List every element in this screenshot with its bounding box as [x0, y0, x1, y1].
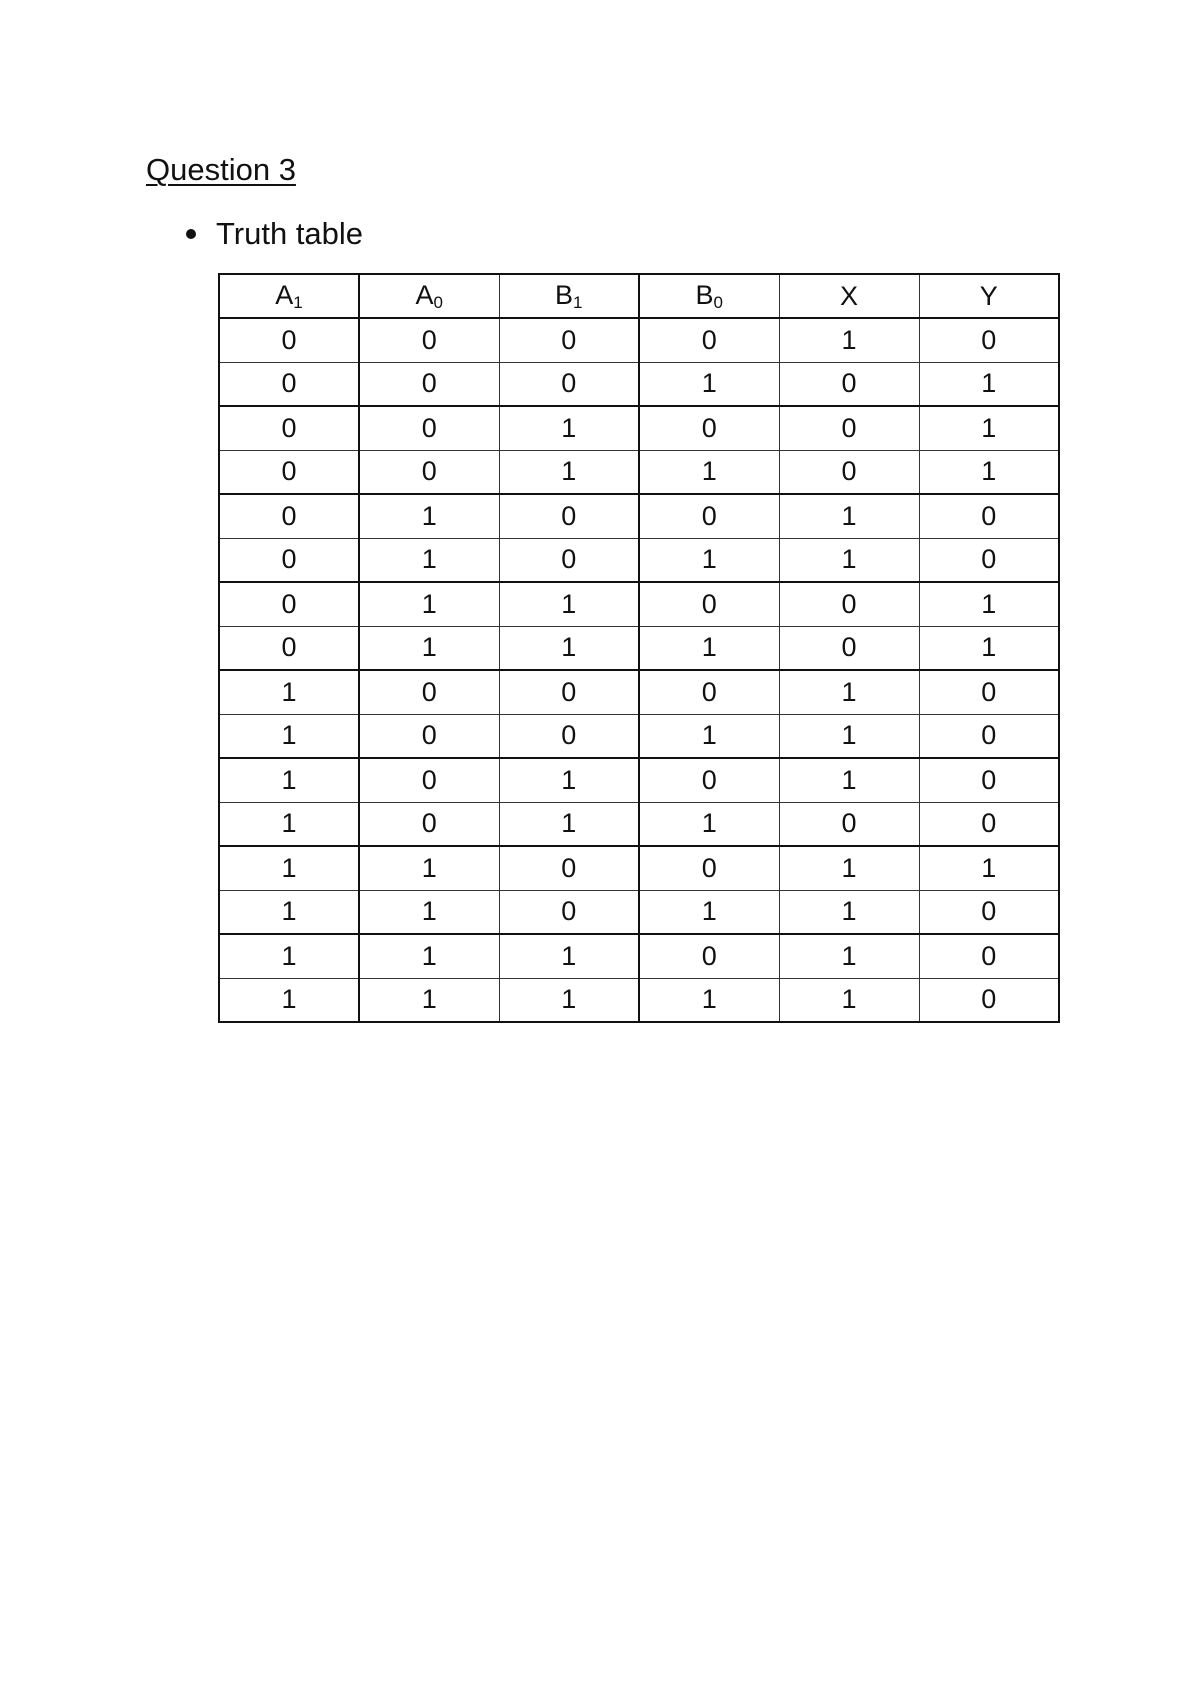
table-cell: 0 — [359, 802, 499, 846]
table-cell: 0 — [359, 758, 499, 802]
table-cell: 0 — [919, 978, 1059, 1022]
table-cell: 0 — [499, 318, 639, 362]
table-cell: 0 — [779, 406, 919, 450]
table-cell: 0 — [779, 582, 919, 626]
table-cell: 0 — [639, 406, 779, 450]
table-cell: 1 — [919, 362, 1059, 406]
table-row — [219, 978, 1059, 1022]
table-cell: 1 — [779, 538, 919, 582]
table-row — [219, 318, 1059, 362]
table-cell: 0 — [779, 450, 919, 494]
table-cell: 1 — [779, 318, 919, 362]
table-cell: 0 — [219, 318, 359, 362]
table-cell: 1 — [359, 582, 499, 626]
table-cell: 1 — [919, 582, 1059, 626]
table-cell: 1 — [779, 934, 919, 978]
table-cell: 1 — [779, 670, 919, 714]
table-row — [219, 846, 1059, 890]
table-cell: 0 — [219, 406, 359, 450]
table-cell: 0 — [359, 406, 499, 450]
header-subscript: 1 — [573, 292, 583, 312]
table-row — [219, 582, 1059, 626]
table-row — [219, 934, 1059, 978]
table-cell: 1 — [639, 362, 779, 406]
table-cell: 0 — [779, 362, 919, 406]
table-cell: 0 — [919, 802, 1059, 846]
table-cell: 1 — [359, 890, 499, 934]
header-cell — [359, 274, 499, 318]
table-cell: 1 — [779, 758, 919, 802]
table-row — [219, 538, 1059, 582]
table-cell: 1 — [499, 582, 639, 626]
table-cell: 0 — [219, 626, 359, 670]
header-subscript: 0 — [433, 292, 443, 312]
table-cell: 1 — [359, 494, 499, 538]
table-cell: 0 — [499, 890, 639, 934]
table-cell: 1 — [359, 846, 499, 890]
table-cell: 0 — [639, 318, 779, 362]
table-cell: 1 — [779, 890, 919, 934]
table-cell: 1 — [499, 802, 639, 846]
table-cell: 1 — [639, 890, 779, 934]
table-cell: 0 — [359, 450, 499, 494]
table-cell: 0 — [219, 362, 359, 406]
table-cell: 0 — [639, 846, 779, 890]
header-cell — [639, 274, 779, 318]
table-cell: 0 — [639, 582, 779, 626]
table-cell: 0 — [499, 494, 639, 538]
header-cell — [919, 274, 1059, 318]
header-var: X — [839, 280, 858, 311]
table-cell: 0 — [219, 582, 359, 626]
table-cell: 0 — [359, 670, 499, 714]
table-row — [219, 450, 1059, 494]
table-cell: 1 — [639, 802, 779, 846]
question-heading: Question 3 — [146, 152, 296, 187]
table-cell: 1 — [499, 758, 639, 802]
header-var: A — [415, 279, 434, 310]
table-cell: 1 — [499, 406, 639, 450]
header-var: Y — [979, 280, 998, 311]
table-cell: 1 — [219, 670, 359, 714]
table-cell: 0 — [919, 538, 1059, 582]
header-row — [219, 274, 1059, 318]
header-subscript: 0 — [713, 292, 723, 312]
table-cell: 0 — [779, 802, 919, 846]
table-cell: 1 — [919, 406, 1059, 450]
table-cell: 0 — [219, 538, 359, 582]
table-cell: 1 — [779, 978, 919, 1022]
table-cell: 0 — [499, 846, 639, 890]
table-cell: 0 — [219, 450, 359, 494]
bullet-icon — [186, 229, 196, 239]
table-cell: 1 — [499, 450, 639, 494]
table-cell: 1 — [219, 714, 359, 758]
table-cell: 1 — [639, 626, 779, 670]
table-cell: 0 — [359, 362, 499, 406]
header-var: B — [695, 279, 714, 310]
table-cell: 1 — [779, 494, 919, 538]
table-row — [219, 714, 1059, 758]
table-cell: 0 — [919, 318, 1059, 362]
header-cell — [779, 274, 919, 318]
table-cell: 1 — [639, 978, 779, 1022]
table-cell: 1 — [499, 626, 639, 670]
table-cell: 0 — [219, 494, 359, 538]
table-cell: 1 — [219, 846, 359, 890]
bullet-text: Truth table — [216, 216, 364, 251]
table-cell: 1 — [359, 626, 499, 670]
table-cell: 0 — [639, 670, 779, 714]
table-cell: 1 — [219, 890, 359, 934]
header-var: B — [555, 279, 574, 310]
table-cell: 0 — [359, 318, 499, 362]
table-cell: 0 — [639, 758, 779, 802]
table-cell: 0 — [639, 934, 779, 978]
table-cell: 0 — [919, 890, 1059, 934]
header-var: A — [275, 279, 294, 310]
table-cell: 0 — [499, 362, 639, 406]
table-cell: 1 — [359, 538, 499, 582]
table-cell: 1 — [219, 802, 359, 846]
table-cell: 0 — [499, 714, 639, 758]
table-cell: 1 — [359, 978, 499, 1022]
header-cell — [499, 274, 639, 318]
table-cell: 1 — [779, 846, 919, 890]
table-cell: 0 — [779, 626, 919, 670]
table-row — [219, 758, 1059, 802]
table-row — [219, 890, 1059, 934]
table-cell: 1 — [639, 450, 779, 494]
table-cell: 0 — [919, 494, 1059, 538]
table-cell: 1 — [359, 934, 499, 978]
table-cell: 0 — [919, 714, 1059, 758]
table-cell: 0 — [919, 934, 1059, 978]
table-cell: 1 — [919, 846, 1059, 890]
table-cell: 1 — [499, 934, 639, 978]
bullet-item — [186, 214, 363, 254]
table-row — [219, 802, 1059, 846]
truth-table-body — [219, 318, 1059, 1022]
table-cell: 0 — [919, 670, 1059, 714]
truth-table-header — [219, 274, 1059, 318]
table-cell: 1 — [779, 714, 919, 758]
table-cell: 1 — [499, 978, 639, 1022]
table-cell: 0 — [499, 538, 639, 582]
table-cell: 1 — [639, 538, 779, 582]
header-subscript: 1 — [293, 292, 303, 312]
table-row — [219, 362, 1059, 406]
table-row — [219, 406, 1059, 450]
table-row — [219, 626, 1059, 670]
table-cell: 0 — [359, 714, 499, 758]
table-cell: 1 — [219, 758, 359, 802]
table-cell: 0 — [919, 758, 1059, 802]
table-cell: 1 — [919, 626, 1059, 670]
table-cell: 1 — [919, 450, 1059, 494]
table-cell: 0 — [639, 494, 779, 538]
table-row — [219, 494, 1059, 538]
header-cell — [219, 274, 359, 318]
table-cell: 1 — [219, 978, 359, 1022]
table-row — [219, 670, 1059, 714]
truth-table — [218, 273, 1060, 1023]
table-cell: 1 — [219, 934, 359, 978]
table-cell: 1 — [639, 714, 779, 758]
table-cell: 0 — [499, 670, 639, 714]
